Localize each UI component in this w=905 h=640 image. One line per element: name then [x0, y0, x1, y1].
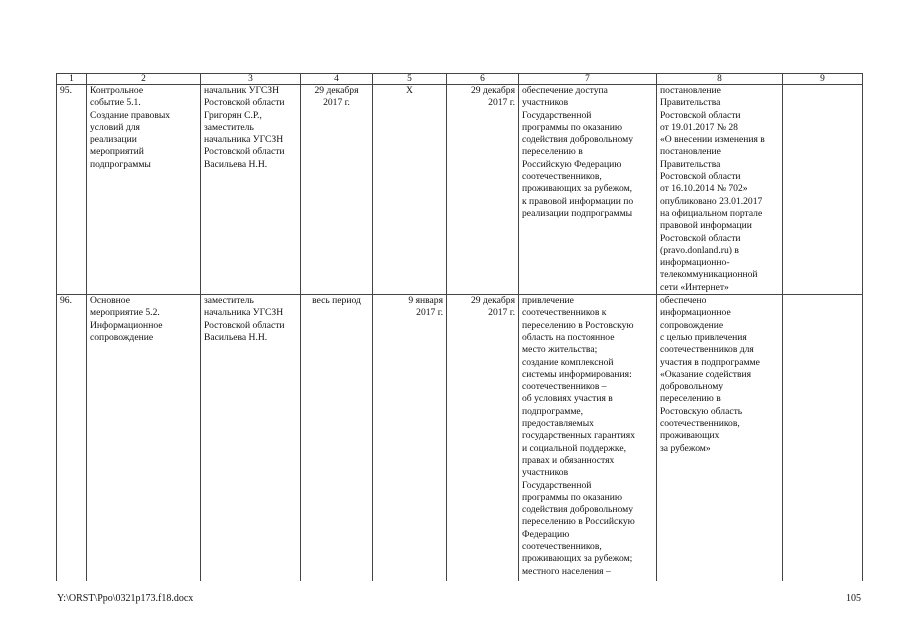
period: 29 декабря 2017 г.: [301, 85, 373, 295]
period: весь период: [301, 295, 373, 582]
end-date: 29 декабря 2017 г.: [447, 295, 519, 582]
plan-table: [56, 73, 863, 581]
page-number: 105: [846, 593, 861, 604]
table-row: [57, 295, 863, 582]
col-num-9: 9: [783, 74, 863, 85]
executor: заместитель начальника УГСЗН Ростовской области Васильева Н.Н.: [201, 295, 301, 582]
col-num-7: 7: [519, 74, 657, 85]
row-number: 95.: [57, 85, 87, 295]
col-num-1: 1: [57, 74, 87, 85]
file-path: Y:\ORST\Ppo\0321p173.f18.docx: [57, 593, 194, 604]
note: [783, 295, 863, 582]
col-num-5: 5: [373, 74, 447, 85]
col-num-2: 2: [87, 74, 201, 85]
event-name: Контрольное событие 5.1. Создание правовых условий для реализации мероприятий подпрограммы: [87, 85, 201, 295]
expected-result: обеспечение доступа участников Государственной программы по оказанию содействия добровольному переселению в Российскую Федерацию соотечественников, проживающих за рубежом, к правовой информации по реализации подпрограммы: [519, 85, 657, 295]
start-date: X: [373, 85, 447, 295]
start-date: 9 января 2017 г.: [373, 295, 447, 582]
actual-result: постановление Правительства Ростовской области от 19.01.2017 № 28 «О внесении изменения в постановление Правительства Ростовской области от 16.10.2014 № 702» опубликовано 23.01.2017 на официальном портале правовой информации Ростовской области (pravo.donland.ru) в информационно- телекоммуникационной сети «Интернет»: [657, 85, 783, 295]
row-number: 96.: [57, 295, 87, 582]
col-num-3: 3: [201, 74, 301, 85]
col-num-6: 6: [447, 74, 519, 85]
executor: начальник УГСЗН Ростовской области Григорян С.Р., заместитель начальника УГСЗН Ростовской области Васильева Н.Н.: [201, 85, 301, 295]
end-date: 29 декабря 2017 г.: [447, 85, 519, 295]
expected-result: привлечение соотечественников к переселению в Ростовскую область на постоянное место жительства; создание комплексной системы информирования: соотечественников – об условиях участия в подпрограмме, предоставляемых государственных гарантиях и социальной поддержке, правах и обязанностях участников Государственной программы по оказанию содействия добровольному переселению в Российскую Федерацию соотечественников, проживающих за рубежом; местного населения –: [519, 295, 657, 582]
column-number-row: [57, 74, 863, 85]
event-name: Основное мероприятие 5.2. Информационное сопровождение: [87, 295, 201, 582]
col-num-8: 8: [657, 74, 783, 85]
table-row: [57, 85, 863, 295]
col-num-4: 4: [301, 74, 373, 85]
actual-result: обеспечено информационное сопровождение с целью привлечения соотечественников для участия в подпрограмме «Оказание содействия добровольному переселению в Ростовскую область соотечественников, проживающих за рубежом»: [657, 295, 783, 582]
note: [783, 85, 863, 295]
